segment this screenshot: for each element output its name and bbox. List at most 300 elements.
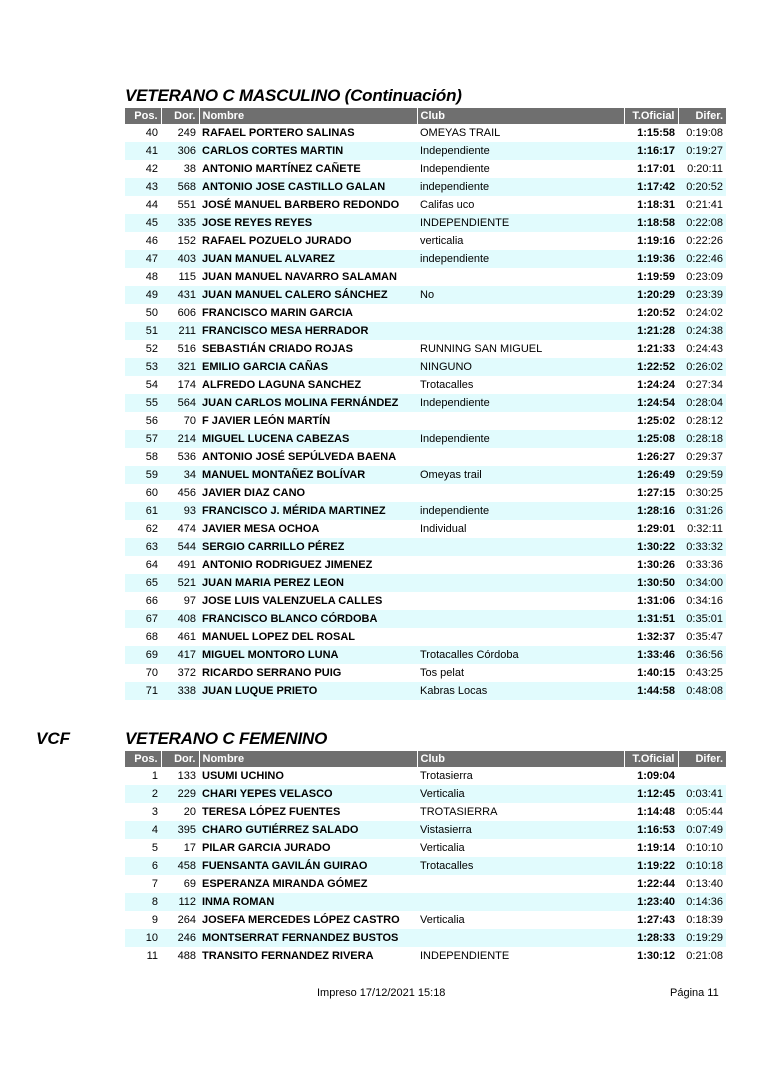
results-body-femenino — [125, 767, 726, 965]
cell-diferencia: 0:31:26 — [678, 502, 726, 520]
col-header-difer: Difer. — [678, 751, 726, 767]
cell-pos: 6 — [125, 857, 161, 875]
cell-tiempo-oficial: 1:18:58 — [624, 214, 678, 232]
cell-diferencia: 0:18:39 — [686, 914, 723, 926]
cell-club: INDEPENDIENTE — [417, 214, 624, 232]
cell-diferencia: 0:20:52 — [678, 178, 726, 196]
cell-pos: 63 — [125, 538, 161, 556]
cell-tiempo-oficial: 1:16:17 — [624, 142, 678, 160]
cell-club — [417, 304, 624, 322]
cell-club: Trotacalles — [417, 857, 624, 875]
cell-dorsal: 338 — [161, 682, 199, 700]
cell-nombre: JUAN MANUEL CALERO SÁNCHEZ — [199, 286, 417, 304]
cell-dorsal: 133 — [177, 770, 196, 782]
cell-tiempo-oficial: 1:30:26 — [637, 559, 675, 571]
cell-pos: 55 — [125, 394, 161, 412]
table-row — [125, 124, 726, 142]
table-row — [125, 821, 726, 839]
cell-nombre: RAFAEL POZUELO JURADO — [202, 235, 352, 247]
results-body-masculino — [125, 124, 726, 700]
cell-nombre: JUAN LUQUE PRIETO — [199, 682, 417, 700]
cell-pos: 11 — [146, 950, 158, 962]
cell-nombre: FRANCISCO MESA HERRADOR — [199, 322, 417, 340]
cell-nombre: MIGUEL LUCENA CABEZAS — [199, 430, 417, 448]
cell-tiempo-oficial: 1:30:50 — [624, 574, 678, 592]
cell-club: Trotacalles Córdoba — [417, 646, 624, 664]
cell-club — [417, 556, 624, 574]
cell-tiempo-oficial: 1:31:51 — [624, 610, 678, 628]
cell-tiempo-oficial: 1:33:46 — [624, 646, 678, 664]
cell-dorsal: 211 — [161, 322, 199, 340]
cell-nombre: JUAN CARLOS MOLINA FERNÁNDEZ — [199, 394, 417, 412]
cell-tiempo-oficial: 1:19:14 — [637, 842, 675, 854]
cell-tiempo-oficial: 1:30:22 — [624, 538, 678, 556]
cell-diferencia: 0:30:25 — [686, 487, 723, 499]
cell-diferencia: 0:34:16 — [686, 595, 723, 607]
cell-dorsal: 431 — [161, 286, 199, 304]
table-row — [125, 196, 726, 214]
cell-diferencia: 0:19:27 — [678, 142, 726, 160]
cell-tiempo-oficial: 1:44:58 — [624, 682, 678, 700]
col-header-club: Club — [417, 751, 624, 767]
cell-nombre: JUAN MANUEL NAVARRO SALAMAN — [202, 271, 397, 283]
cell-pos: 8 — [125, 893, 161, 911]
section-title-veterano-c-femenino: VETERANO C FEMENINO — [125, 729, 328, 748]
cell-pos: 69 — [125, 646, 161, 664]
cell-dorsal: 521 — [161, 574, 199, 592]
cell-dorsal: 408 — [161, 610, 199, 628]
table-row — [125, 358, 726, 376]
col-header-nombre: Nombre — [199, 751, 417, 767]
cell-nombre: FUENSANTA GAVILÁN GUIRAO — [199, 857, 417, 875]
cell-diferencia: 0:14:36 — [678, 893, 726, 911]
col-header-toficial: T.Oficial — [624, 751, 678, 767]
cell-nombre: USUMI UCHINO — [202, 770, 284, 782]
cell-club: Independiente — [417, 430, 624, 448]
cell-dorsal: 306 — [161, 142, 199, 160]
table-row — [125, 466, 726, 484]
cell-diferencia: 0:22:26 — [686, 235, 723, 247]
cell-diferencia: 0:32:11 — [687, 523, 723, 535]
cell-nombre: RICARDO SERRANO PUIG — [202, 667, 342, 679]
table-row — [125, 178, 726, 196]
cell-diferencia: 0:23:09 — [686, 271, 723, 283]
cell-club — [417, 628, 624, 646]
cell-pos: 70 — [145, 667, 158, 679]
cell-tiempo-oficial: 1:40:15 — [637, 667, 675, 679]
cell-dorsal: 214 — [161, 430, 199, 448]
cell-club: INDEPENDIENTE — [420, 950, 510, 962]
cell-dorsal: 474 — [177, 523, 196, 535]
cell-nombre: JUAN MANUEL ALVAREZ — [199, 250, 417, 268]
col-header-toficial: T.Oficial — [624, 108, 678, 124]
cell-dorsal: 249 — [177, 127, 196, 139]
cell-pos: 3 — [151, 806, 158, 818]
cell-tiempo-oficial: 1:15:58 — [637, 127, 675, 139]
cell-nombre: RAFAEL PORTERO SALINAS — [202, 127, 355, 139]
cell-dorsal: 564 — [161, 394, 199, 412]
cell-nombre: FRANCISCO J. MÉRIDA MARTINEZ — [199, 502, 417, 520]
cell-diferencia: 0:28:18 — [678, 430, 726, 448]
cell-pos: 59 — [125, 466, 161, 484]
table-row — [125, 574, 726, 592]
cell-club: Trotacalles — [420, 379, 474, 391]
table-row — [125, 947, 726, 965]
table-row — [125, 430, 726, 448]
table-row — [125, 394, 726, 412]
cell-pos: 43 — [125, 178, 161, 196]
cell-tiempo-oficial: 1:22:52 — [624, 358, 678, 376]
cell-club — [417, 484, 624, 502]
cell-diferencia: 0:21:41 — [686, 199, 723, 211]
cell-diferencia: 0:24:43 — [686, 343, 723, 355]
cell-club: Tos pelat — [420, 667, 465, 679]
cell-nombre: FRANCISCO MARIN GARCIA — [202, 307, 353, 319]
col-header-dor: Dor. — [161, 751, 199, 767]
cell-diferencia: 0:24:02 — [686, 307, 723, 319]
cell-diferencia: 0:23:39 — [678, 286, 726, 304]
cell-dorsal: 516 — [177, 343, 196, 355]
cell-diferencia: 0:13:40 — [686, 878, 723, 890]
cell-diferencia: 0:05:44 — [686, 806, 723, 818]
cell-diferencia: 0:26:02 — [678, 358, 726, 376]
cell-tiempo-oficial: 1:27:43 — [637, 914, 675, 926]
table-row — [125, 520, 726, 538]
cell-nombre: ANTONIO RODRIGUEZ JIMENEZ — [202, 559, 373, 571]
cell-pos: 57 — [125, 430, 161, 448]
cell-pos: 48 — [145, 271, 158, 283]
col-header-club: Club — [417, 108, 624, 124]
cell-club: verticalia — [420, 235, 464, 247]
col-header-pos: Pos. — [125, 108, 161, 124]
cell-diferencia: 0:22:08 — [678, 214, 726, 232]
cell-club — [417, 268, 624, 286]
cell-club: NINGUNO — [417, 358, 624, 376]
cell-diferencia: 0:10:18 — [678, 857, 726, 875]
cell-club — [417, 538, 624, 556]
cell-pos: 41 — [125, 142, 161, 160]
cell-tiempo-oficial: 1:24:24 — [637, 379, 675, 391]
cell-pos: 51 — [125, 322, 161, 340]
col-header-difer: Difer. — [678, 108, 726, 124]
cell-diferencia: 0:35:01 — [678, 610, 726, 628]
cell-tiempo-oficial: 1:19:16 — [637, 235, 675, 247]
table-row — [125, 232, 726, 250]
cell-club — [417, 875, 624, 893]
cell-nombre: TERESA LÓPEZ FUENTES — [202, 806, 341, 818]
cell-tiempo-oficial: 1:21:28 — [624, 322, 678, 340]
results-table-masculino — [125, 108, 726, 700]
cell-pos: 71 — [125, 682, 161, 700]
table-row — [125, 767, 726, 785]
table-row — [125, 448, 726, 466]
cell-dorsal: 152 — [177, 235, 196, 247]
col-header-pos: Pos. — [125, 751, 161, 767]
cell-pos: 47 — [125, 250, 161, 268]
cell-nombre: JOSEFA MERCEDES LÓPEZ CASTRO — [202, 914, 400, 926]
cell-diferencia: 0:07:49 — [678, 821, 726, 839]
cell-dorsal: 403 — [161, 250, 199, 268]
cell-dorsal: 97 — [183, 595, 196, 607]
cell-nombre: MANUEL LOPEZ DEL ROSAL — [202, 631, 355, 643]
table-row — [125, 592, 726, 610]
cell-diferencia: 0:19:29 — [678, 929, 726, 947]
cell-nombre: JUAN MARIA PEREZ LEON — [199, 574, 417, 592]
cell-club — [417, 893, 624, 911]
cell-club: Califas uco — [420, 199, 475, 211]
table-row — [125, 803, 726, 821]
cell-nombre: SERGIO CARRILLO PÉREZ — [199, 538, 417, 556]
cell-dorsal: 229 — [161, 785, 199, 803]
cell-club — [417, 610, 624, 628]
cell-diferencia: 0:48:08 — [678, 682, 726, 700]
cell-pos: 7 — [151, 878, 158, 890]
cell-pos: 2 — [125, 785, 161, 803]
cell-tiempo-oficial: 1:19:59 — [637, 271, 675, 283]
cell-nombre: CHARI YEPES VELASCO — [199, 785, 417, 803]
cell-pos: 62 — [145, 523, 158, 535]
cell-club: TROTASIERRA — [420, 806, 498, 818]
table-row — [125, 682, 726, 700]
table-header-row — [125, 108, 726, 124]
cell-pos: 61 — [125, 502, 161, 520]
cell-nombre: EMILIO GARCIA CAÑAS — [199, 358, 417, 376]
cell-pos: 65 — [125, 574, 161, 592]
cell-dorsal: 488 — [177, 950, 196, 962]
cell-dorsal: 491 — [177, 559, 196, 571]
cell-tiempo-oficial: 1:17:42 — [624, 178, 678, 196]
table-row — [125, 857, 726, 875]
cell-tiempo-oficial: 1:19:22 — [624, 857, 678, 875]
cell-pos: 42 — [145, 163, 158, 175]
col-header-dor: Dor. — [161, 108, 199, 124]
table-row — [125, 556, 726, 574]
cell-pos: 44 — [145, 199, 158, 211]
cell-club: Vistasierra — [417, 821, 624, 839]
table-row — [125, 286, 726, 304]
table-row — [125, 875, 726, 893]
cell-diferencia: 0:43:25 — [686, 667, 723, 679]
cell-dorsal: 372 — [177, 667, 196, 679]
table-row — [125, 376, 726, 394]
cell-dorsal: 568 — [161, 178, 199, 196]
cell-club: Kabras Locas — [417, 682, 624, 700]
cell-nombre: CARLOS CORTES MARTIN — [199, 142, 417, 160]
cell-tiempo-oficial: 1:30:12 — [637, 950, 675, 962]
cell-dorsal: 70 — [183, 415, 196, 427]
cell-nombre: MANUEL MONTAÑEZ BOLÍVAR — [199, 466, 417, 484]
cell-nombre: F JAVIER LEÓN MARTÍN — [202, 415, 331, 427]
cell-tiempo-oficial: 1:26:27 — [637, 451, 675, 463]
cell-dorsal: 536 — [177, 451, 196, 463]
cell-diferencia: 0:29:59 — [678, 466, 726, 484]
cell-pos: 40 — [145, 127, 158, 139]
cell-dorsal: 321 — [161, 358, 199, 376]
cell-club: Verticalia — [420, 914, 465, 926]
table-row — [125, 785, 726, 803]
section-title-veterano-c-masculino: VETERANO C MASCULINO (Continuación) — [125, 86, 462, 105]
cell-diferencia: 0:21:08 — [686, 950, 723, 962]
cell-pos: 68 — [145, 631, 158, 643]
cell-tiempo-oficial: 1:21:33 — [637, 343, 675, 355]
cell-tiempo-oficial: 1:28:33 — [624, 929, 678, 947]
results-table-femenino — [125, 751, 726, 965]
cell-nombre: JAVIER DIAZ CANO — [202, 487, 306, 499]
cell-tiempo-oficial: 1:09:04 — [637, 770, 675, 782]
cell-tiempo-oficial: 1:18:31 — [637, 199, 675, 211]
cell-pos: 46 — [145, 235, 158, 247]
cell-diferencia: 0:29:37 — [686, 451, 723, 463]
table-row — [125, 304, 726, 322]
cell-dorsal: 93 — [161, 502, 199, 520]
cell-club: independiente — [417, 502, 624, 520]
cell-nombre: ESPERANZA MIRANDA GÓMEZ — [202, 878, 368, 890]
cell-dorsal: 246 — [161, 929, 199, 947]
cell-club: Verticalia — [420, 842, 465, 854]
cell-club — [417, 574, 624, 592]
cell-nombre: MONTSERRAT FERNANDEZ BUSTOS — [199, 929, 417, 947]
cell-club: independiente — [417, 178, 624, 196]
cell-pos: 45 — [125, 214, 161, 232]
cell-nombre: ALFREDO LAGUNA SANCHEZ — [202, 379, 362, 391]
cell-nombre: MIGUEL MONTORO LUNA — [199, 646, 417, 664]
cell-dorsal: 69 — [183, 878, 196, 890]
cell-tiempo-oficial: 1:32:37 — [637, 631, 675, 643]
table-row — [125, 484, 726, 502]
cell-diferencia: 0:35:47 — [686, 631, 723, 643]
cell-pos: 50 — [145, 307, 158, 319]
cell-club: Omeyas trail — [417, 466, 624, 484]
category-code: VCF — [36, 729, 70, 748]
cell-tiempo-oficial: 1:27:15 — [637, 487, 675, 499]
cell-pos: 10 — [125, 929, 161, 947]
cell-club: Individual — [420, 523, 467, 535]
cell-diferencia: 0:19:08 — [686, 127, 723, 139]
cell-nombre: JAVIER MESA OCHOA — [202, 523, 320, 535]
cell-nombre: ANTONIO JOSÉ SEPÚLVEDA BAENA — [202, 451, 397, 463]
cell-tiempo-oficial: 1:20:52 — [637, 307, 675, 319]
cell-club: Verticalia — [417, 785, 624, 803]
cell-nombre: FRANCISCO BLANCO CÓRDOBA — [199, 610, 417, 628]
cell-dorsal: 17 — [183, 842, 196, 854]
cell-diferencia: 0:27:34 — [686, 379, 723, 391]
cell-nombre: TRANSITO FERNANDEZ RIVERA — [202, 950, 374, 962]
table-row — [125, 839, 726, 857]
table-row — [125, 142, 726, 160]
cell-pos: 52 — [145, 343, 158, 355]
cell-tiempo-oficial: 1:25:02 — [637, 415, 675, 427]
cell-diferencia: 0:22:46 — [678, 250, 726, 268]
cell-club: Trotasierra — [420, 770, 473, 782]
cell-club: Independiente — [417, 142, 624, 160]
cell-pos: 58 — [145, 451, 158, 463]
cell-nombre: ANTONIO MARTÍNEZ CAÑETE — [202, 163, 361, 175]
cell-dorsal: 606 — [177, 307, 196, 319]
cell-tiempo-oficial: 1:25:08 — [624, 430, 678, 448]
table-row — [125, 340, 726, 358]
cell-club: Independiente — [420, 163, 490, 175]
cell-tiempo-oficial: 1:20:29 — [624, 286, 678, 304]
cell-nombre: JOSE REYES REYES — [199, 214, 417, 232]
cell-dorsal: 551 — [177, 199, 196, 211]
cell-pos: 1 — [151, 770, 158, 782]
cell-pos: 54 — [145, 379, 158, 391]
cell-dorsal: 174 — [177, 379, 196, 391]
cell-club: OMEYAS TRAIL — [420, 127, 501, 139]
cell-dorsal: 264 — [177, 914, 196, 926]
cell-diferencia: 0:20:11 — [687, 163, 723, 175]
cell-pos: 64 — [145, 559, 158, 571]
cell-dorsal: 34 — [161, 466, 199, 484]
print-date: Impreso 17/12/2021 15:18 — [317, 987, 446, 999]
cell-diferencia: 0:28:12 — [686, 415, 723, 427]
cell-club: RUNNING SAN MIGUEL — [420, 343, 543, 355]
cell-nombre: JOSE LUIS VALENZUELA CALLES — [202, 595, 383, 607]
cell-nombre: INMA ROMAN — [199, 893, 417, 911]
cell-tiempo-oficial: 1:26:49 — [624, 466, 678, 484]
cell-dorsal: 335 — [161, 214, 199, 232]
cell-dorsal: 112 — [161, 893, 199, 911]
cell-diferencia: 0:28:04 — [678, 394, 726, 412]
col-header-nombre: Nombre — [199, 108, 417, 124]
table-row — [125, 250, 726, 268]
cell-nombre: CHARO GUTIÉRREZ SALADO — [199, 821, 417, 839]
cell-pos: 49 — [125, 286, 161, 304]
table-row — [125, 322, 726, 340]
cell-dorsal: 38 — [183, 163, 196, 175]
cell-pos: 4 — [125, 821, 161, 839]
cell-club: No — [417, 286, 624, 304]
table-row — [125, 628, 726, 646]
cell-pos: 66 — [145, 595, 158, 607]
cell-club: Independiente — [417, 394, 624, 412]
cell-dorsal: 417 — [161, 646, 199, 664]
cell-nombre: JOSÉ MANUEL BARBERO REDONDO — [202, 199, 400, 211]
table-row — [125, 502, 726, 520]
cell-pos: 53 — [125, 358, 161, 376]
cell-nombre: PILAR GARCIA JURADO — [202, 842, 331, 854]
cell-pos: 9 — [151, 914, 158, 926]
table-row — [125, 412, 726, 430]
cell-tiempo-oficial: 1:29:01 — [637, 523, 675, 535]
cell-diferencia: 0:33:36 — [686, 559, 723, 571]
table-row — [125, 929, 726, 947]
table-row — [125, 214, 726, 232]
cell-tiempo-oficial: 1:12:45 — [624, 785, 678, 803]
page-number: Página 11 — [670, 987, 719, 999]
cell-tiempo-oficial: 1:28:16 — [624, 502, 678, 520]
cell-tiempo-oficial: 1:24:54 — [624, 394, 678, 412]
cell-pos: 5 — [151, 842, 158, 854]
cell-dorsal: 20 — [183, 806, 196, 818]
table-row — [125, 911, 726, 929]
table-row — [125, 610, 726, 628]
cell-dorsal: 544 — [161, 538, 199, 556]
cell-club — [417, 592, 624, 610]
cell-club — [417, 448, 624, 466]
cell-pos: 60 — [145, 487, 158, 499]
cell-diferencia: 0:03:41 — [678, 785, 726, 803]
table-row — [125, 160, 726, 178]
table-row — [125, 646, 726, 664]
cell-tiempo-oficial: 1:19:36 — [624, 250, 678, 268]
cell-tiempo-oficial: 1:22:44 — [637, 878, 675, 890]
cell-diferencia: 0:36:56 — [678, 646, 726, 664]
cell-diferencia: 0:34:00 — [678, 574, 726, 592]
cell-tiempo-oficial: 1:31:06 — [637, 595, 675, 607]
table-header-row — [125, 751, 726, 767]
table-row — [125, 893, 726, 911]
